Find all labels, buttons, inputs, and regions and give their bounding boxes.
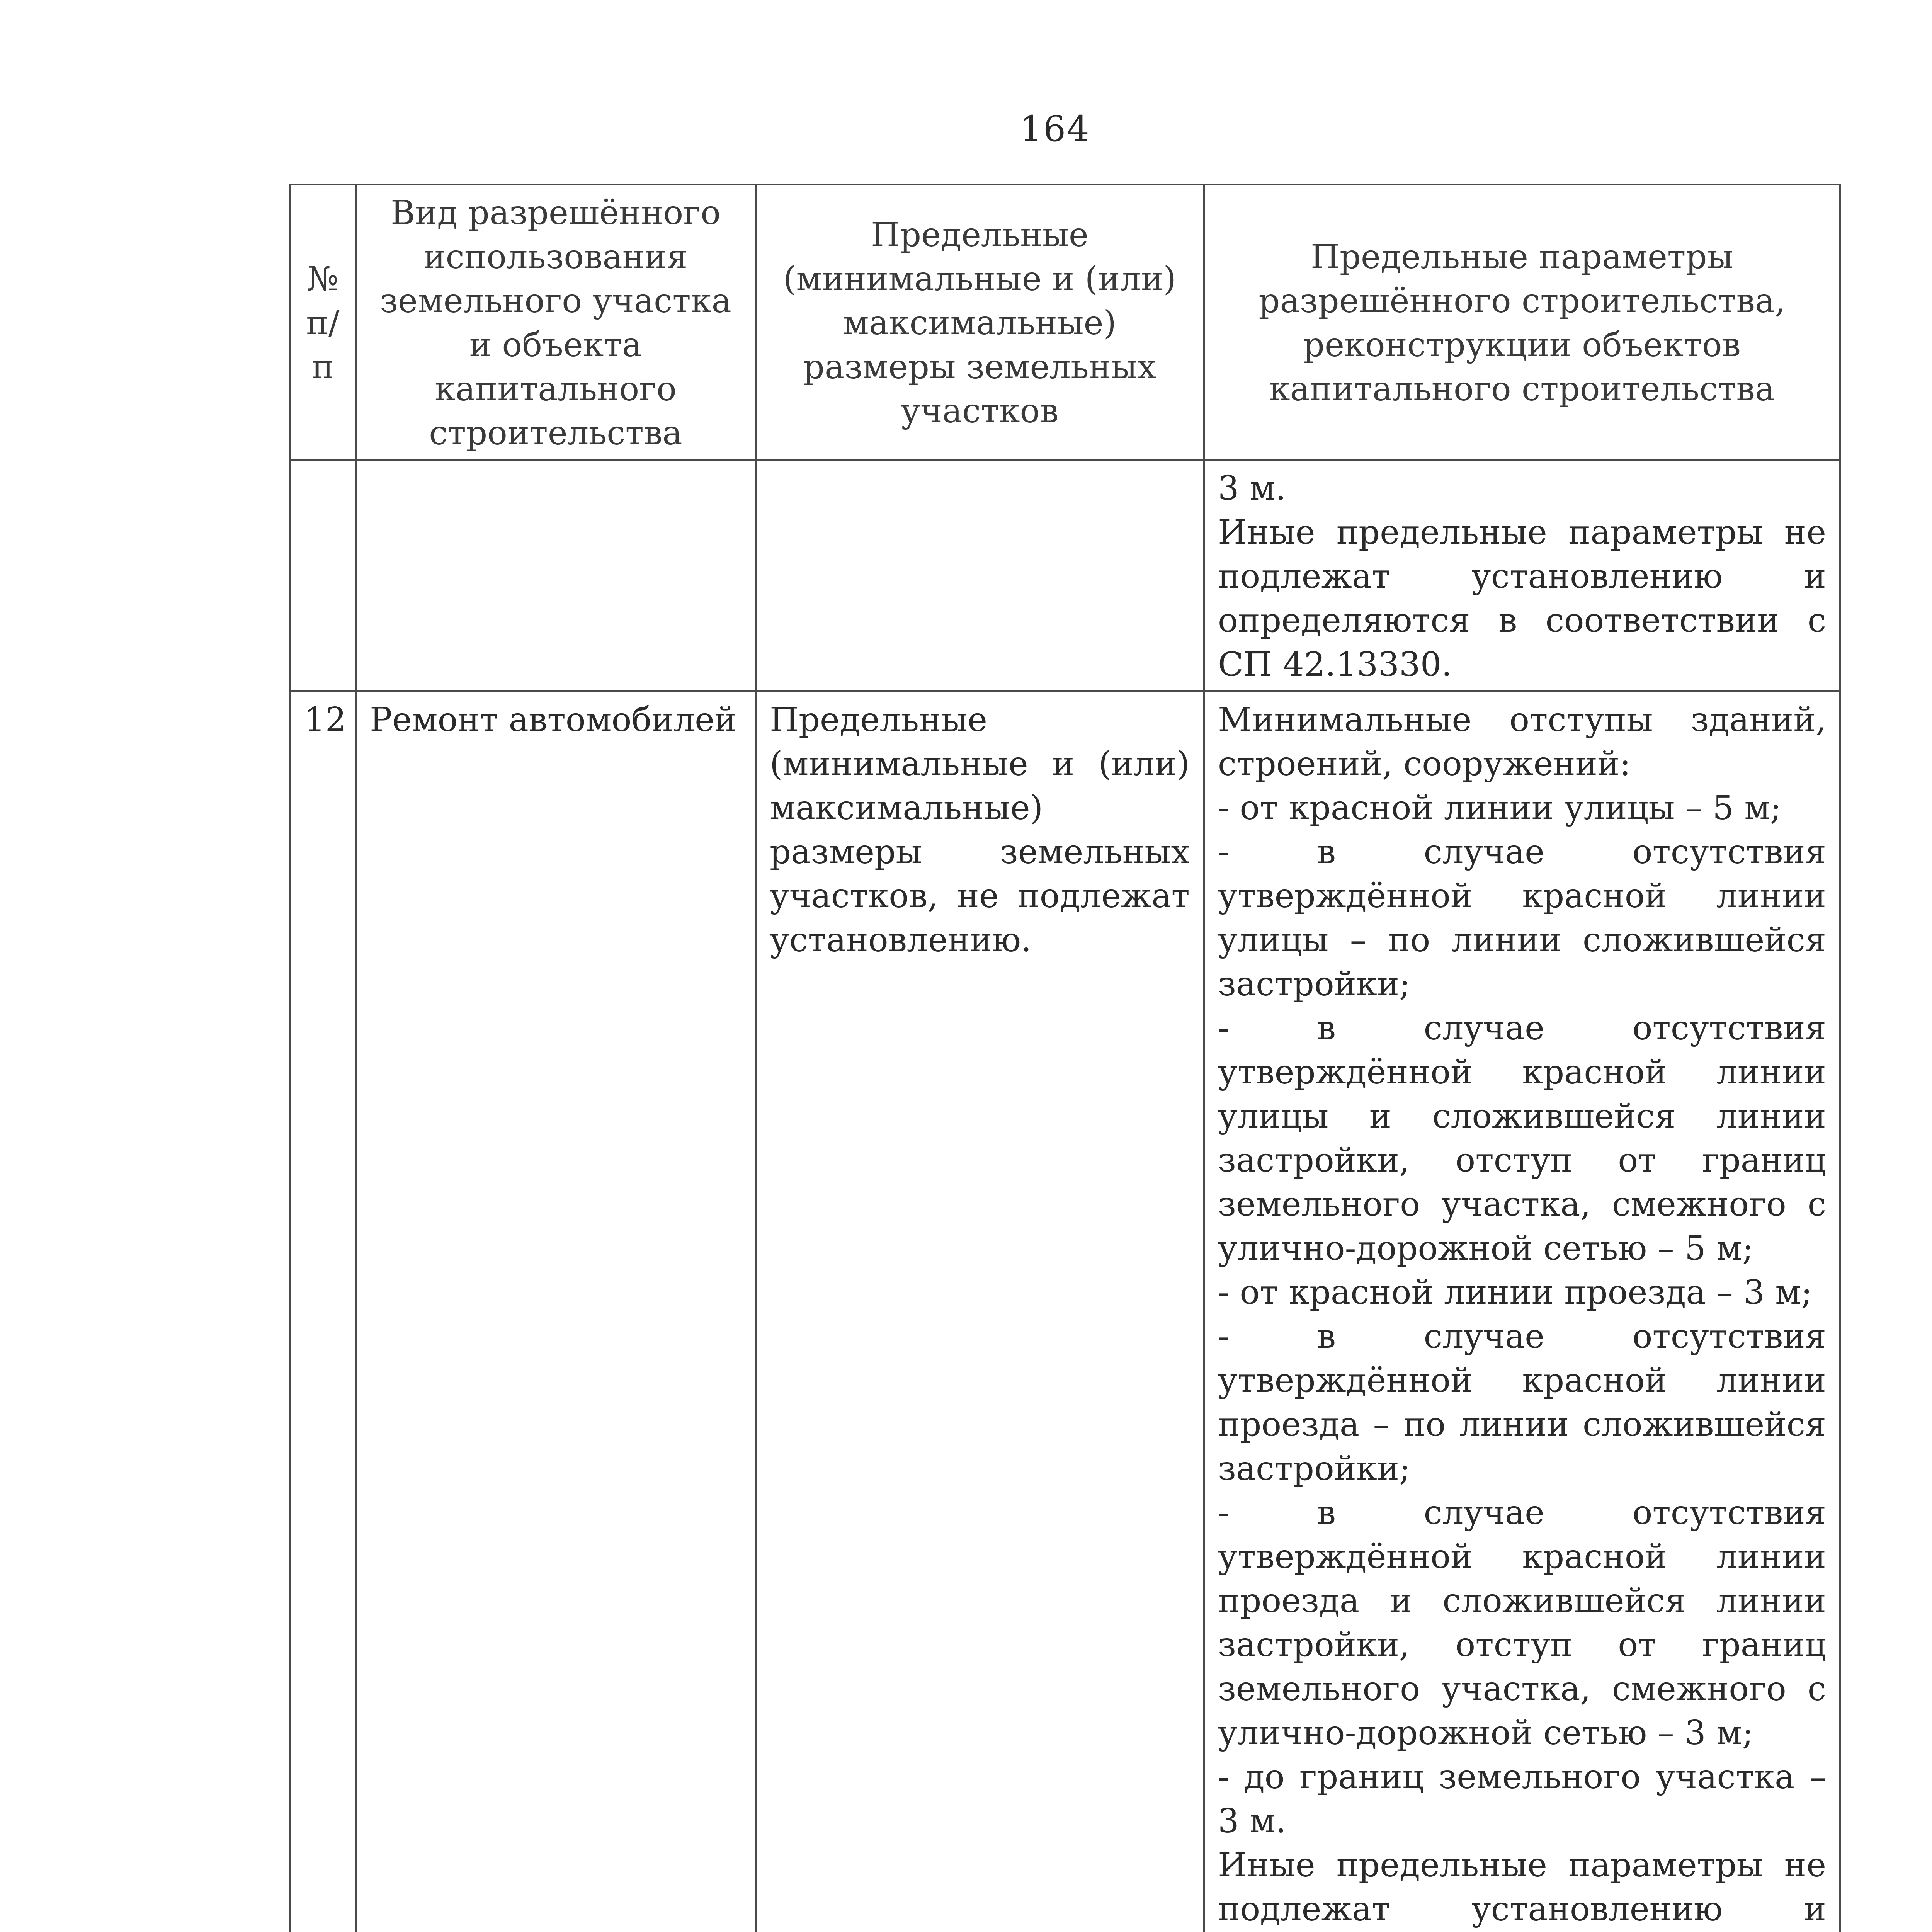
param-line: - в случае отсутствия утверждённой красной линии улицы – по линии сложившейся застройки; xyxy=(1218,833,1826,1003)
param-line: - до границ земельного участка – 3 м. xyxy=(1218,1758,1826,1840)
cell-use-type xyxy=(356,460,756,692)
param-line: - в случае отсутствия утверждённой красной линии проезда и сложившейся линии застройки, отступ от границ земельного участка, смежного с улично-дорожной сетью – 3 м; xyxy=(1218,1493,1826,1752)
cell-use-type: Ремонт автомобилей xyxy=(356,692,756,1932)
cell-plot-size xyxy=(756,460,1204,692)
header-plot-size: Предельные (минимальные и (или) максимальные) размеры земельных участков xyxy=(756,185,1204,460)
cell-plot-size: Предельные (минимальные и (или) максимальные) размеры земельных участков, не подлежат установлению. xyxy=(756,692,1204,1932)
header-use-type: Вид разрешённого использования земельного участка и объекта капитального строительства xyxy=(356,185,756,460)
regulations-table xyxy=(289,184,1841,1932)
param-line: 3 м. xyxy=(1218,469,1286,508)
cell-num: 12 xyxy=(290,692,356,1932)
param-line: - от красной линии улицы – 5 м; xyxy=(1218,789,1782,827)
param-line: Иные предельные параметры не подлежат установлению и определяются в соответствии с СП 42.13330. xyxy=(1218,513,1826,684)
param-line: - от красной линии проезда – 3 м; xyxy=(1218,1273,1813,1312)
header-num: № п/п xyxy=(290,185,356,460)
param-line: - в случае отсутствия утверждённой красной линии улицы и сложившейся линии застройки, отступ от границ земельного участка, смежного с улично-дорожной сетью – 5 м; xyxy=(1218,1009,1826,1268)
cell-num xyxy=(290,460,356,692)
header-parameters: Предельные параметры разрешённого строительства, реконструкции объектов капитального строительства xyxy=(1204,185,1840,460)
table-row xyxy=(290,460,1840,692)
table-row xyxy=(290,692,1840,1932)
param-line: - в случае отсутствия утверждённой красной линии проезда – по линии сложившейся застройки; xyxy=(1218,1317,1826,1488)
cell-parameters xyxy=(1204,692,1840,1932)
param-line: Иные предельные параметры не подлежат установлению и xyxy=(1218,1846,1826,1929)
cell-parameters xyxy=(1204,460,1840,692)
param-line: Минимальные отступы зданий, строений, сооружений: xyxy=(1218,701,1826,783)
table-header-row xyxy=(290,185,1840,460)
page-number: 164 xyxy=(1020,108,1090,150)
